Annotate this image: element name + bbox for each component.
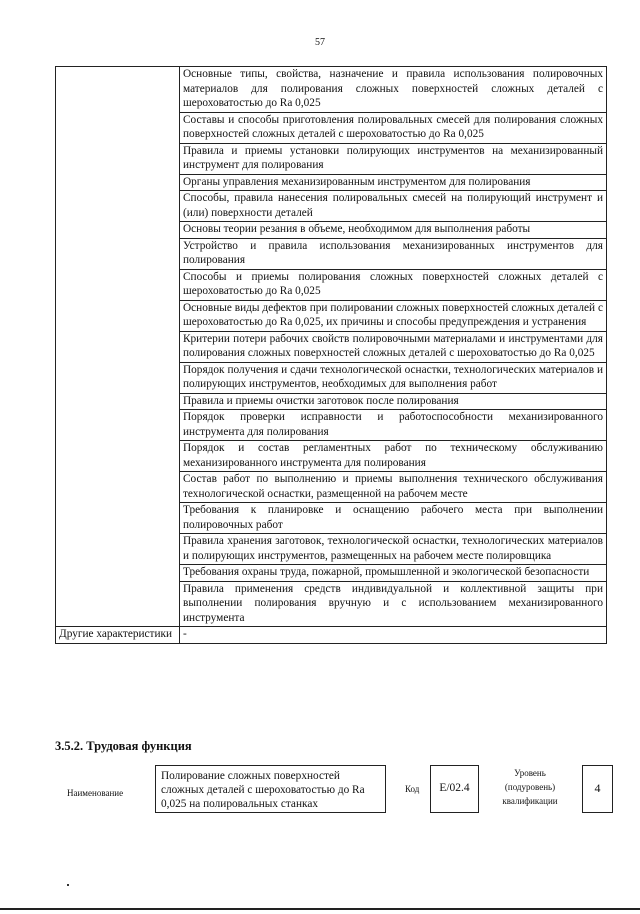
page-number: 57 xyxy=(315,37,325,48)
knowledge-item: Порядок проверки исправности и работоспособности механизированного инструмента для полирования xyxy=(180,410,607,441)
knowledge-item: Основы теории резания в объеме, необходимом для выполнения работы xyxy=(180,222,607,239)
knowledge-item: Правила применения средств индивидуальной и коллективной защиты при выполнении полирования вручную и с использованием механизированного инструмента xyxy=(180,581,607,627)
knowledge-item: Порядок и состав регламентных работ по техническому обслуживанию механизированного инструмента для полирования xyxy=(180,441,607,472)
knowledge-table xyxy=(55,66,607,644)
knowledge-left-cell xyxy=(56,67,180,627)
knowledge-item: Устройство и правила использования механизированных инструментов для полирования xyxy=(180,238,607,269)
knowledge-item: Основные виды дефектов при полировании сложных поверхностей сложных деталей с шероховатостью до Ra 0,025, их причины и способы предупреждения и устранения xyxy=(180,300,607,331)
knowledge-item: Правила и приемы установки полирующих инструментов на механизированный инструмент для полирования xyxy=(180,143,607,174)
knowledge-item: Критерии потери рабочих свойств полировочными материалами и инструментами для полирования сложных поверхностей сложных деталей с шероховатостью до Ra 0,025 xyxy=(180,331,607,362)
other-characteristics-value: - xyxy=(180,627,607,644)
knowledge-item: Способы и приемы полирования сложных поверхностей сложных деталей с шероховатостью до Ra 0,025 xyxy=(180,269,607,300)
knowledge-item: Правила и приемы очистки заготовок после полирования xyxy=(180,393,607,410)
scan-bottom-rule xyxy=(0,908,640,910)
other-characteristics-row xyxy=(56,627,607,644)
knowledge-item: Органы управления механизированным инструментом для полирования xyxy=(180,174,607,191)
knowledge-item: Требования к планировке и оснащению рабочего места при выполнении полировочных работ xyxy=(180,503,607,534)
code-label: Код xyxy=(405,784,420,794)
other-characteristics-label: Другие характеристики xyxy=(56,627,180,644)
knowledge-item: Правила хранения заготовок, технологической оснастки, технологических материалов и полирующих инструментов, размещенных на рабочем месте полировщика xyxy=(180,534,607,565)
qualification-level-box: 4 xyxy=(582,765,613,813)
function-name-box: Полирование сложных поверхностей сложных деталей с шероховатостью до Ra 0,025 на полировальных станках xyxy=(155,765,386,813)
knowledge-row xyxy=(56,67,607,113)
knowledge-item: Составы и способы приготовления полировальных смесей для полирования сложных поверхностей сложных деталей с шероховатостью до Ra 0,025 xyxy=(180,112,607,143)
knowledge-item: Основные типы, свойства, назначение и правила использования полировочных материалов для полирования сложных поверхностей сложных деталей с шероховатостью до Ra 0,025 xyxy=(180,67,607,113)
knowledge-item: Способы, правила нанесения полировальных смесей на полирующий инструмент и (или) поверхности деталей xyxy=(180,191,607,222)
function-code-box: E/02.4 xyxy=(430,765,479,813)
section-title: 3.5.2. Трудовая функция xyxy=(55,739,192,753)
knowledge-item: Требования охраны труда, пожарной, промышленной и экологической безопасности xyxy=(180,565,607,582)
knowledge-table-body xyxy=(56,67,607,644)
knowledge-item: Порядок получения и сдачи технологической оснастки, технологических материалов и полирующих инструментов, необходимых для выполнения работ xyxy=(180,362,607,393)
scan-dot xyxy=(67,884,69,886)
name-label: Наименование xyxy=(67,788,124,798)
qualification-level-label: Уровень (подуровень) квалификации xyxy=(502,768,558,806)
knowledge-item: Состав работ по выполнению и приемы выполнения технического обслуживания технологической оснастки, размещенной на рабочем месте xyxy=(180,472,607,503)
